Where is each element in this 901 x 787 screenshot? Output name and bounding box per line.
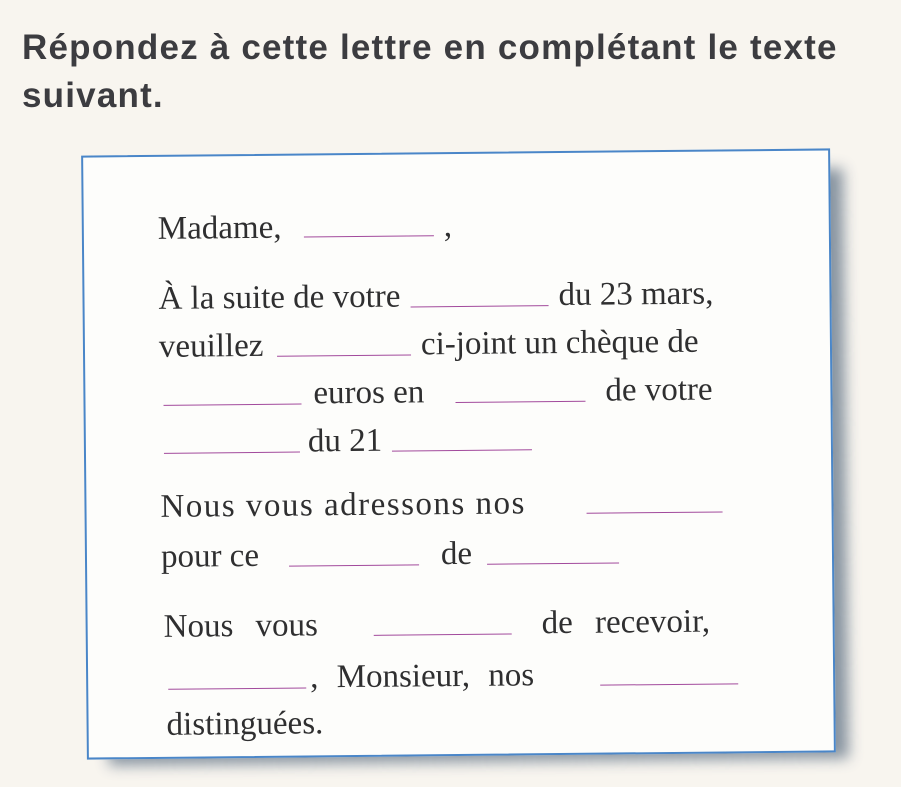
p3-text-a: Nous vous [163, 607, 319, 645]
blank-p1-4[interactable] [456, 401, 586, 403]
p1-text-c: veuillez [158, 327, 264, 365]
blank-p3-1[interactable] [374, 633, 512, 635]
letter-card [81, 148, 836, 759]
p1-text-a: À la suite de votre [158, 278, 401, 317]
p2-text-b: pour ce [160, 537, 260, 575]
blank-p1-6[interactable] [392, 449, 532, 451]
blank-p1-1[interactable] [411, 305, 549, 307]
exercise-instruction: Répondez à cette lettre en complétant le texte suivant. [22, 28, 838, 115]
p3-text-d: distinguées. [166, 705, 324, 743]
blank-p2-3[interactable] [487, 562, 619, 564]
p1-text-f: de votre [605, 371, 713, 409]
p3-text-b: de recevoir, [541, 603, 711, 642]
p1-text-b: du 23 mars, [558, 275, 714, 314]
blank-p1-2[interactable] [277, 354, 411, 356]
p3-text-c: , Monsieur, nos [309, 657, 535, 696]
p1-text-e: euros en [313, 374, 425, 412]
blank-p3-2[interactable] [168, 687, 306, 689]
blank-p2-1[interactable] [587, 511, 723, 513]
salutation-comma: , [443, 208, 453, 245]
p2-text-c: de [440, 535, 473, 573]
blank-salutation[interactable] [304, 235, 434, 237]
blank-p1-3[interactable] [164, 404, 302, 406]
p2-text-a: Nous vous adressons nos [160, 485, 527, 525]
blank-p3-3[interactable] [600, 683, 738, 685]
salutation-text: Madame, [157, 209, 282, 247]
p1-text-g: du 21 [307, 422, 383, 460]
p1-text-d: ci-joint un chèque de [420, 323, 699, 363]
blank-p2-2[interactable] [289, 564, 419, 566]
blank-p1-5[interactable] [164, 452, 300, 454]
